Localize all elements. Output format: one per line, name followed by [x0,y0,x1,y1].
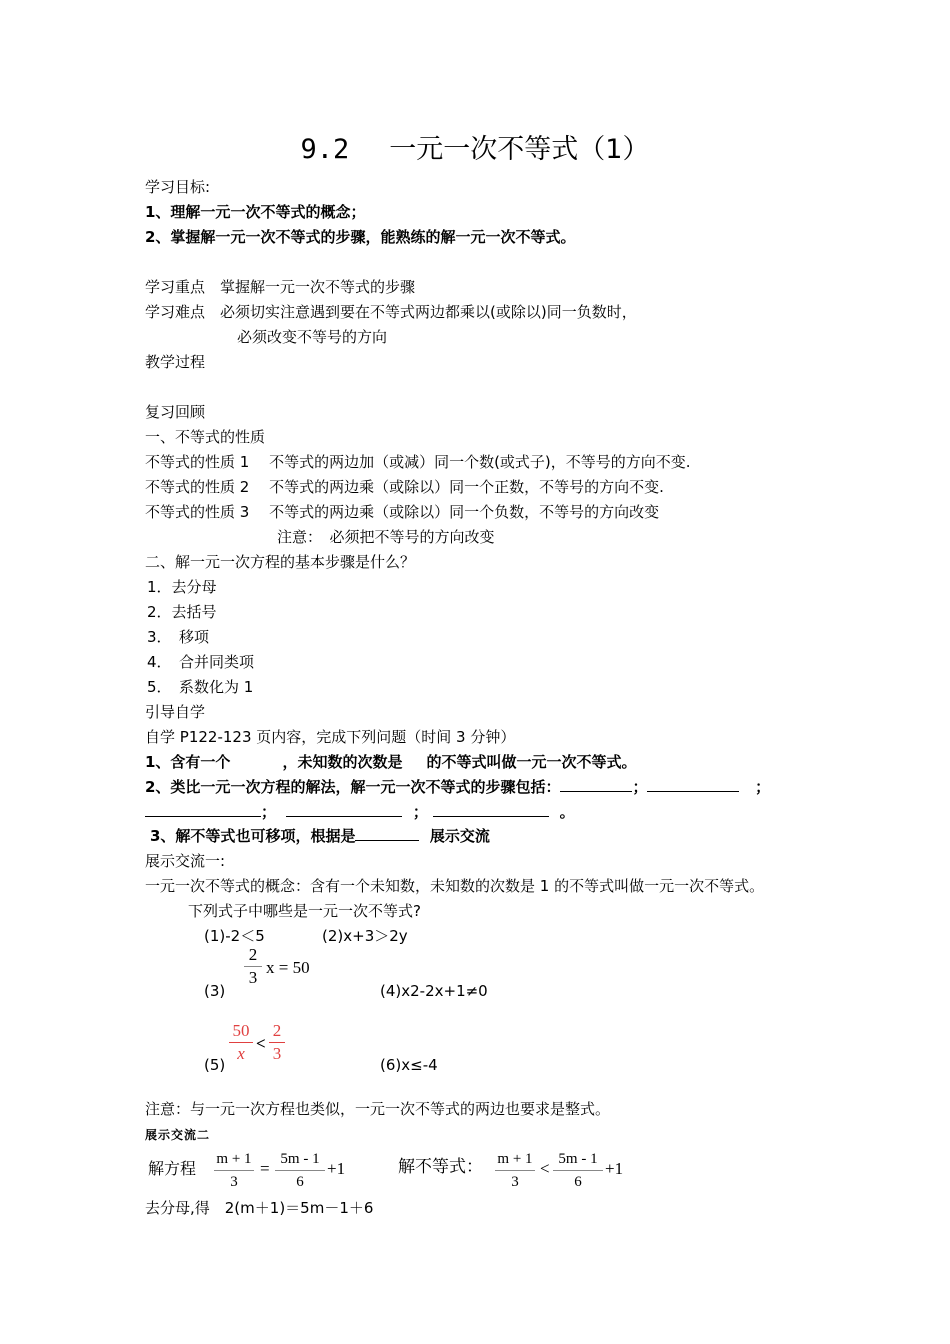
concept-definition: 一元一次不等式的概念：含有一个未知数，未知数的次数是 1 的不等式叫做一元一次不等式。 [145,877,765,895]
inequality-operator: < [540,1159,550,1178]
review-heading: 复习回顾 [145,403,206,421]
step-item: 4． 合并同类项 [147,653,255,671]
item-2: (2)x+3＞2y [322,927,408,945]
question-3: 3、解不等式也可移项，根据是 展示交流 [150,827,490,845]
section-1-heading: 一、不等式的性质 [145,428,266,446]
page-title: 9.2 一元一次不等式（1） [300,134,650,165]
inequality-label: 解不等式： [398,1157,483,1177]
answer-blank[interactable] [647,777,739,792]
item-5-operator: < [256,1034,266,1053]
answer-blank[interactable] [433,802,549,817]
property-1: 不等式的性质 1 不等式的两边加（或减）同一个数(或式子)，不等号的方向不变. [145,453,691,471]
step-item: 2．去括号 [147,603,217,621]
item-3-rest: x = 50 [266,958,310,977]
answer-blank[interactable] [286,802,402,817]
integral-note: 注意：与一元一次方程也类似，一元一次不等式的两边也要求是整式。 [145,1100,611,1118]
show-2-heading: 展示交流二 [145,1128,211,1142]
difficulty-line: 学习难点 必须切实注意遇到要在不等式两边都乘以(或除以)同一负数时， [145,303,637,321]
item-5-label: (5) [204,1056,226,1074]
step-remove-denominator: 去分母,得 2(m＋1)＝5m－1＋6 [145,1199,374,1217]
focus-line: 学习重点 掌握解一元一次不等式的步骤 [145,278,416,296]
inequality-plus-one: +1 [605,1159,624,1178]
answer-blank[interactable] [145,802,261,817]
property-note: 注意： 必须把不等号的方向改变 [277,528,495,546]
item-4: (4)x2-2x+1≠0 [380,982,488,1000]
inequality-fraction-right: 5m - 1 6 [553,1149,603,1192]
which-question: 下列式子中哪些是一元一次不等式? [188,902,421,920]
answer-blank[interactable] [355,826,419,841]
item-5-fraction-left: 50 x [229,1021,253,1064]
equation-fraction-right: 5m - 1 6 [275,1149,325,1192]
guide-heading: 引导自学 [145,703,206,721]
question-1: 1、含有一个 ，未知数的次数是 的不等式叫做一元一次不等式。 [145,753,637,771]
goals-label: 学习目标: [145,178,211,196]
self-study-instruction: 自学 P122-123 页内容，完成下列问题（时间 3 分钟） [145,728,516,746]
step-item: 3． 移项 [147,628,210,646]
item-6: (6)x≤-4 [380,1056,438,1074]
item-3-label: (3) [204,982,226,1000]
item-5-fraction-right: 2 3 [269,1021,285,1064]
question-2: 2、类比一元一次方程的解法，解一元一次不等式的步骤包括： ； ； [145,778,771,796]
equation-fraction-left: m + 1 3 [214,1149,254,1192]
difficulty-line-2: 必须改变不等号的方向 [237,328,388,346]
equation-label: 解方程 [148,1159,197,1178]
goal-2: 2、掌握解一元一次不等式的步骤，能熟练的解一元一次不等式。 [145,228,576,246]
property-2: 不等式的性质 2 不等式的两边乘（或除以）同一个正数，不等号的方向不变. [145,478,664,496]
inequality-fraction-left: m + 1 3 [495,1149,535,1192]
property-3: 不等式的性质 3 不等式的两边乘（或除以）同一个负数，不等号的方向改变 [145,503,660,521]
item-1: (1)-2＜5 [204,927,265,945]
item-3-fraction: 2 3 [244,945,262,988]
goal-1: 1、理解一元一次不等式的概念； [145,203,366,221]
process-heading: 教学过程 [145,353,206,371]
step-item: 1．去分母 [147,578,217,596]
question-2-blanks: ； ； 。 [145,802,575,822]
section-2-heading: 二、解一元一次方程的基本步骤是什么？ [145,553,416,571]
show-1-heading: 展示交流一: [145,852,226,870]
step-item: 5． 系数化为 1 [147,678,254,696]
answer-blank[interactable] [560,777,632,792]
equation-plus-one: +1 [327,1159,346,1178]
equation-operator: = [260,1159,270,1178]
